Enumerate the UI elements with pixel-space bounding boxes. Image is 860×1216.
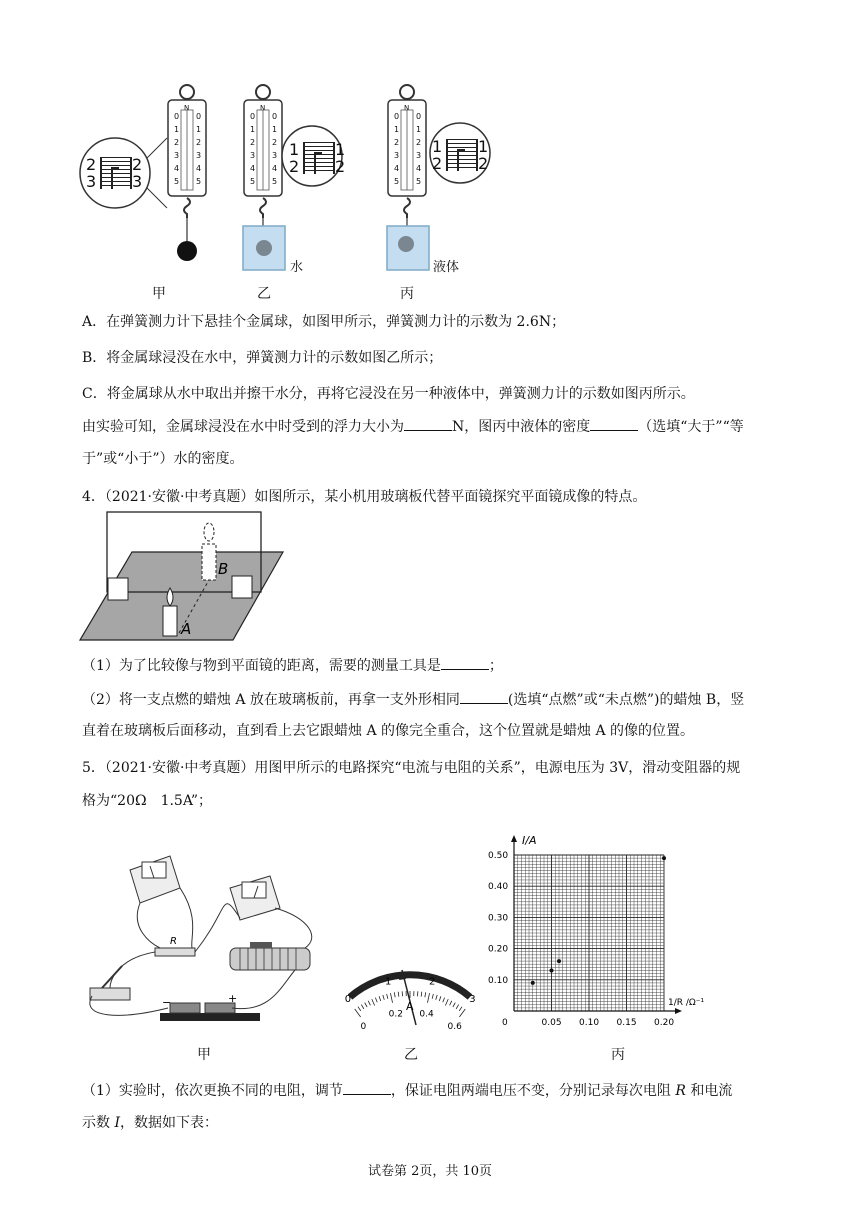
dial-tick — [358, 1007, 361, 1011]
q5-stem-line1: 5．（2021·安徽·中考真题）用图甲所示的电路探究“电流与电阻的关系”，电源电压为 3V，滑动变阻器的规 — [82, 760, 741, 776]
x-tick-label: 0.05 — [541, 1018, 562, 1028]
dial-top-label: 2 — [429, 976, 436, 988]
q4-stem: 4．（2021·安徽·中考真题）如图所示，某小机用玻璃板代替平面镜探究平面镜成像的特点。 — [82, 489, 647, 505]
zoom-scale-label: 3 — [86, 172, 97, 191]
scale-tick-label: 2 — [250, 138, 256, 147]
q4-sub1 — [82, 655, 503, 676]
figure1-caption-bing: 丙 — [400, 286, 414, 302]
q5-sub1-text1: （1）实验时，依次更换不同的电阻，调节 — [82, 1083, 343, 1099]
scale-tick-label: 3 — [196, 151, 202, 160]
x-tick-label: 0.15 — [616, 1018, 637, 1028]
dial-bottom-label: 0.6 — [447, 1022, 462, 1033]
scale-tick-label: 4 — [174, 164, 180, 173]
dial-tick — [459, 1009, 465, 1017]
y-tick-label: 0.20 — [488, 944, 509, 955]
scale-tick-label: 1 — [174, 125, 180, 134]
dial-tick — [456, 1005, 459, 1009]
scale-tick-label: 5 — [174, 177, 180, 186]
svg-text:−: − — [162, 996, 172, 1009]
q3-conclusion-line1 — [82, 416, 744, 437]
scale-tick-label: 1 — [272, 125, 278, 134]
dial-tick — [365, 1003, 367, 1007]
y-axis-label: I/A — [522, 834, 537, 847]
dial-tick — [398, 992, 399, 997]
dial-tick — [387, 994, 388, 999]
scale-tick-label: 3 — [250, 151, 256, 160]
dial-bottom-label: 0.2 — [388, 1009, 403, 1020]
scale-tick-label: 1 — [196, 125, 202, 134]
q3-step-b: B．将金属球浸没在水中，弹簧测力计的示数如图乙所示； — [82, 350, 443, 366]
dial-tick — [432, 994, 433, 999]
dial-bottom-label: 0 — [360, 1022, 367, 1033]
q5-stem-line2: 格为“20Ω 1.5A”； — [82, 793, 213, 809]
scale-tick-label: 5 — [416, 177, 422, 186]
scale-tick-label: 3 — [174, 151, 180, 160]
zoom-scale-label: 2 — [132, 155, 143, 174]
dial-tick — [425, 992, 426, 997]
resistor-label: R — [170, 936, 177, 947]
q4-sub2-line2: 直着在玻璃板后面移动，直到看上去它跟蜡烛 A 的像完全重合，这个位置就是蜡烛 A 的像的位置。 — [82, 723, 695, 739]
scale-tick-label: 5 — [394, 177, 400, 186]
data-point — [557, 959, 561, 963]
q3-conclusion-part1: 由实验可知，金属球浸没在水中时受到的浮力大小为 — [82, 419, 404, 435]
dial-top-label: 3 — [469, 994, 476, 1006]
y-tick-label: 0.30 — [488, 913, 509, 924]
zoom-scale-label: 1 — [478, 137, 489, 156]
data-point — [550, 968, 554, 972]
dial-tick — [368, 1001, 370, 1005]
scale-tick-label: 2 — [416, 138, 422, 147]
buoyancy-answer-blank[interactable] — [404, 416, 452, 431]
dial-top-label: 1 — [384, 976, 392, 988]
candle-b-label: B — [218, 560, 229, 578]
q4-sub2-text1: （2）将一支点燃的蜡烛 A 放在玻璃板前，再拿一支外形相同 — [82, 692, 460, 708]
zoom-pointer — [457, 149, 465, 171]
q5-sub1-text4: 示数 — [82, 1115, 115, 1131]
dial-top-label: 0 — [344, 994, 352, 1006]
var-i: I — [114, 1115, 120, 1131]
scale-tick-label: 0 — [174, 112, 180, 121]
dial-tick — [453, 1003, 455, 1007]
scale-tick-label: 4 — [250, 164, 256, 173]
scale-tick-label: 0 — [196, 112, 202, 121]
x-axis-label: 1/R /Ω⁻¹ — [668, 998, 705, 1008]
ammeter-caption-yi: 乙 — [404, 1047, 418, 1063]
x-tick-label: 0.20 — [654, 1018, 675, 1028]
y-tick-label: 0.50 — [488, 851, 509, 861]
circuit-figure — [80, 848, 325, 1023]
scale-tick-label: 2 — [196, 138, 202, 147]
dial-tick — [421, 992, 422, 997]
scale-tick-label: 2 — [174, 138, 180, 147]
dial-unit-label: A — [406, 1000, 414, 1013]
scale-tick-label: 1 — [416, 125, 422, 134]
scale-tick-label: 0 — [272, 112, 278, 121]
scale-tick-label: 5 — [250, 177, 256, 186]
dial-tick — [394, 992, 395, 997]
scale-tick-label: 0 — [250, 112, 256, 121]
mirror-experiment-figure — [80, 508, 285, 643]
dial-tick — [443, 998, 445, 1003]
scale-tick-label: 4 — [272, 164, 278, 173]
water-label: 水 — [290, 260, 304, 275]
q4-sub1-end: ； — [488, 658, 503, 674]
scale-tick-label: 4 — [196, 164, 202, 173]
scale-tick-label: 5 — [196, 177, 202, 186]
scale-unit-label: N — [260, 104, 266, 112]
dial-tick — [459, 1007, 462, 1011]
zoom-scale-label: 3 — [132, 172, 143, 191]
figure1-caption-yi: 乙 — [257, 286, 271, 302]
q3-step-c: C．将金属球从水中取出并擦干水分，再将它浸没在另一种液体中，弹簧测力计的示数如图丙所示。 — [82, 386, 695, 402]
dial-tick — [379, 996, 381, 1001]
q5-sub1-line1 — [82, 1080, 732, 1101]
y-tick-label: 0.10 — [488, 975, 509, 986]
zoom-scale-label: 2 — [86, 155, 97, 174]
page-footer: 试卷第 2页，共 10页 — [367, 1164, 493, 1179]
candle-a-label: A — [181, 620, 192, 638]
q3-conclusion-part3: （选填“大于”“等 — [638, 419, 744, 435]
q5-sub1-text2: ，保证电阻两端电压不变，分别记录每次电阻 — [390, 1083, 676, 1099]
density-answer-blank[interactable] — [590, 416, 638, 431]
chart-caption-bing: 丙 — [611, 1047, 625, 1063]
dial-tick — [436, 995, 437, 1000]
scale-tick-label: 3 — [394, 151, 400, 160]
scale-tick-label: 1 — [250, 125, 256, 134]
q3-step-a: A．在弹簧测力计下悬挂个金属球，如图甲所示，弹簧测力计的示数为 2.6N； — [82, 314, 566, 330]
zoom-scale-label: 2 — [289, 157, 300, 176]
x-tick-label: 0.10 — [579, 1018, 600, 1028]
data-point — [662, 856, 666, 860]
scale-tick-label: 5 — [272, 177, 278, 186]
dial-tick — [450, 1001, 452, 1005]
measuring-tool-blank[interactable] — [441, 655, 489, 670]
scale-tick-label: 2 — [272, 138, 278, 147]
zoom-scale-label: 1 — [335, 140, 346, 159]
q3-conclusion-line2: 于”或“小于”）水的密度。 — [82, 451, 244, 467]
circuit-caption-jia: 甲 — [197, 1047, 211, 1063]
zoom-scale-label: 1 — [432, 137, 443, 156]
candle-choice-blank[interactable] — [460, 689, 508, 704]
q5-sub1-text3: 和电流 — [685, 1083, 733, 1099]
scale-tick-label: 0 — [416, 112, 422, 121]
dial-tick — [372, 999, 375, 1005]
x-tick-label: 0 — [502, 1018, 508, 1028]
var-r: R — [675, 1083, 686, 1099]
zoom-pointer — [314, 152, 322, 174]
dial-tick — [427, 993, 429, 1003]
ammeter-dial-figure — [330, 935, 490, 1035]
spring-scale-figure — [75, 78, 495, 310]
q3-conclusion-part2: N，图丙中液体的密度 — [452, 419, 591, 435]
y-tick-label: 0.40 — [488, 882, 509, 893]
dial-tick — [439, 996, 441, 1001]
dial-tick — [383, 995, 384, 1000]
liquid-label: 液体 — [433, 260, 460, 275]
zoom-scale-label: 1 — [289, 140, 300, 159]
figure1-caption-jia: 甲 — [152, 286, 166, 302]
dial-tick — [355, 1009, 361, 1017]
scale-tick-label: 4 — [416, 164, 422, 173]
dial-bottom-label: 0.4 — [419, 1009, 434, 1020]
current-vs-reciprocal-resistance-chart — [488, 830, 705, 1035]
dial-tick — [445, 999, 448, 1005]
y-axis-arrow — [511, 835, 517, 842]
q4-sub2-line1 — [82, 689, 744, 710]
scale-unit-label: N — [184, 104, 190, 112]
scale-tick-label: 2 — [394, 138, 400, 147]
dial-tick — [390, 993, 392, 1003]
q5-sub1-text5: ，数据如下表： — [119, 1115, 218, 1131]
zoom-scale-label: 2 — [335, 157, 346, 176]
x-axis-arrow — [675, 1008, 682, 1014]
scale-tick-label: 3 — [272, 151, 278, 160]
zoom-pointer — [111, 167, 119, 189]
svg-text:+: + — [228, 992, 238, 1005]
zoom-scale-label: 2 — [478, 154, 489, 173]
dial-tick — [361, 1005, 364, 1009]
dial-tick — [375, 998, 377, 1003]
scale-tick-label: 4 — [394, 164, 400, 173]
adjust-component-blank[interactable] — [343, 1080, 391, 1095]
q4-sub1-text: （1）为了比较像与物到平面镜的距离，需要的测量工具是 — [82, 658, 441, 674]
scale-tick-label: 1 — [394, 125, 400, 134]
data-point — [531, 981, 535, 985]
scale-tick-label: 0 — [394, 112, 400, 121]
q4-sub2-text2: (选填“点燃”或“未点燃”)的蜡烛 B，竖 — [507, 692, 745, 708]
scale-tick-label: 3 — [416, 151, 422, 160]
q5-sub1-line2 — [82, 1113, 218, 1133]
zoom-scale-label: 2 — [432, 154, 443, 173]
scale-unit-label: N — [404, 104, 410, 112]
